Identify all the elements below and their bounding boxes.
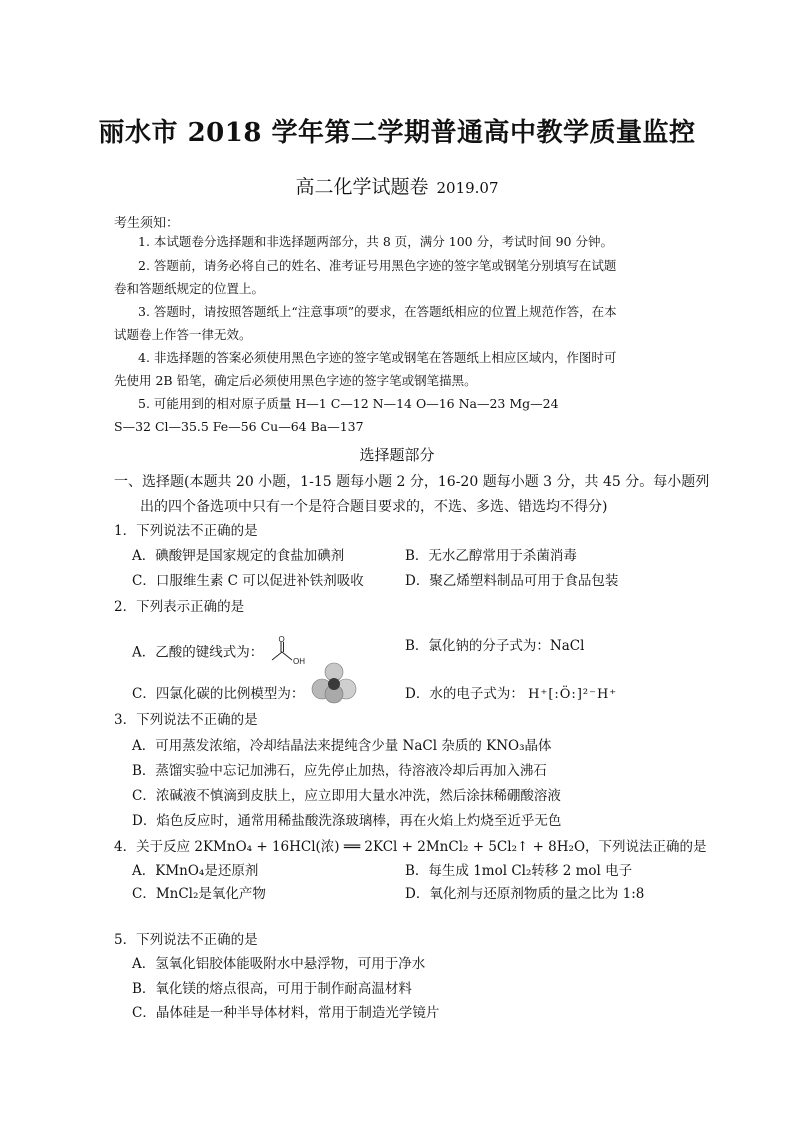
notice-item-4: 4. 非选择题的答案必须使用黑色字迹的签字笔或钢笔在答题纸上相应区域内，作图时可 xyxy=(138,350,617,365)
q2-option-c-label: C．四氯化碳的比例模型为： xyxy=(132,686,305,702)
q2-option-c xyxy=(132,684,304,704)
q1-option-b: B．无水乙醇常用于杀菌消毒 xyxy=(405,548,577,564)
notice-item-2: 2. 答题前，请务必将自己的姓名、准考证号用黑色字迹的签字笔或钢笔分别填写在试题 xyxy=(138,258,617,273)
section-title: 选择题部分 xyxy=(359,446,435,464)
q3-option-b: B．蒸馏实验中忘记加沸石，应先停止加热，待溶液冷却后再加入沸石 xyxy=(132,763,547,779)
q2-option-b: B．氯化钠的分子式为：NaCl xyxy=(405,638,585,654)
oh-label: OH xyxy=(292,657,305,666)
q2-option-a-label: A．乙酸的键线式为： xyxy=(132,644,264,661)
section-intro-line-2: 出的四个备选项中只有一个是符合题目要求的，不选、多选、错选均不得分) xyxy=(140,499,608,515)
water-electron-formula: H⁺[:Ö:]²⁻H⁺ xyxy=(528,687,618,702)
q3-option-a: A．可用蒸发浓缩，冷却结晶法来提纯含少量 NaCl 杂质的 KNO₃晶体 xyxy=(132,738,552,754)
notice-heading: 考生须知： xyxy=(114,216,180,231)
q5-stem: 5．下列说法不正确的是 xyxy=(114,932,258,948)
notice-item-3: 3. 答题时，请按照答题纸上“注意事项”的要求，在答题纸相应的位置上规范作答，在本 xyxy=(138,304,617,319)
subtitle-text: 高二化学试题卷 xyxy=(295,176,429,198)
exam-date: 2019.07 xyxy=(436,179,499,197)
q2-option-d xyxy=(405,684,617,705)
notice-item-5-cont: S—32 Cl—35.5 Fe—56 Cu—64 Ba—137 xyxy=(114,419,364,434)
page-title: 丽水市 2018 学年第二学期普通高中教学质量监控 xyxy=(98,118,696,148)
q4-stem: 4．关于反应 2KMnO₄ + 16HCl(浓) ══ 2KCl + 2MnCl₂ + 5Cl₂↑ + 8H₂O，下列说法正确的是 xyxy=(114,839,707,855)
acetic-acid-skeletal-formula xyxy=(268,636,312,670)
notice-item-2-cont: 卷和答题纸规定的位置上。 xyxy=(114,281,265,296)
oxygen-label: O xyxy=(278,636,285,644)
q1-option-d: D．聚乙烯塑料制品可用于食品包装 xyxy=(405,573,619,589)
q1-option-a: A．碘酸钾是国家规定的食盐加碘剂 xyxy=(132,548,345,564)
q5-option-b: B．氧化镁的熔点很高，可用于制作耐高温材料 xyxy=(132,981,412,997)
q5-option-c: C．晶体硅是一种半导体材料，常用于制造光学镜片 xyxy=(132,1005,440,1021)
q2-stem: 2．下列表示正确的是 xyxy=(114,599,245,615)
q2-option-a xyxy=(132,636,312,670)
q1-stem: 1．下列说法不正确的是 xyxy=(114,523,258,539)
q4-option-c: C．MnCl₂是氧化产物 xyxy=(132,886,266,902)
page-subtitle xyxy=(0,172,794,199)
q4-option-d: D．氧化剂与还原剂物质的量之比为 1:8 xyxy=(405,886,645,902)
q3-option-d: D．焰色反应时，通常用稀盐酸洗涤玻璃棒，再在火焰上灼烧至近乎无色 xyxy=(132,813,562,829)
q4-option-b: B．每生成 1mol Cl₂转移 2 mol 电子 xyxy=(405,863,633,879)
notice-item-3-cont: 试题卷上作答一律无效。 xyxy=(114,327,252,342)
section-intro-line-1: 一、选择题(本题共 20 小题，1-15 题每小题 2 分，16-20 题每小题 3 分，共 45 分。每小题列 xyxy=(114,474,710,490)
q5-option-a: A．氢氧化铝胶体能吸附水中悬浮物，可用于净水 xyxy=(132,956,426,972)
ccl4-space-filling-model-icon xyxy=(310,662,358,704)
q1-option-c: C．口服维生素 C 可以促进补铁剂吸收 xyxy=(132,573,364,589)
notice-item-5: 5. 可能用到的相对原子质量 H—1 C—12 N—14 O—16 Na—23 Mg—24 xyxy=(138,396,559,411)
q3-stem: 3．下列说法不正确的是 xyxy=(114,712,258,728)
q3-option-c: C．浓碱液不慎滴到皮肤上，应立即用大量水冲洗，然后涂抹稀硼酸溶液 xyxy=(132,788,561,804)
notice-item-4-cont: 先使用 2B 铅笔，确定后必须使用黑色字迹的签字笔或钢笔描黑。 xyxy=(114,373,477,388)
notice-item-1: 1. 本试题卷分选择题和非选择题两部分，共 8 页，满分 100 分，考试时间 90 分钟。 xyxy=(138,234,613,249)
q2-option-d-label: D．水的电子式为： xyxy=(405,686,524,702)
q4-option-a: A．KMnO₄是还原剂 xyxy=(132,863,259,879)
